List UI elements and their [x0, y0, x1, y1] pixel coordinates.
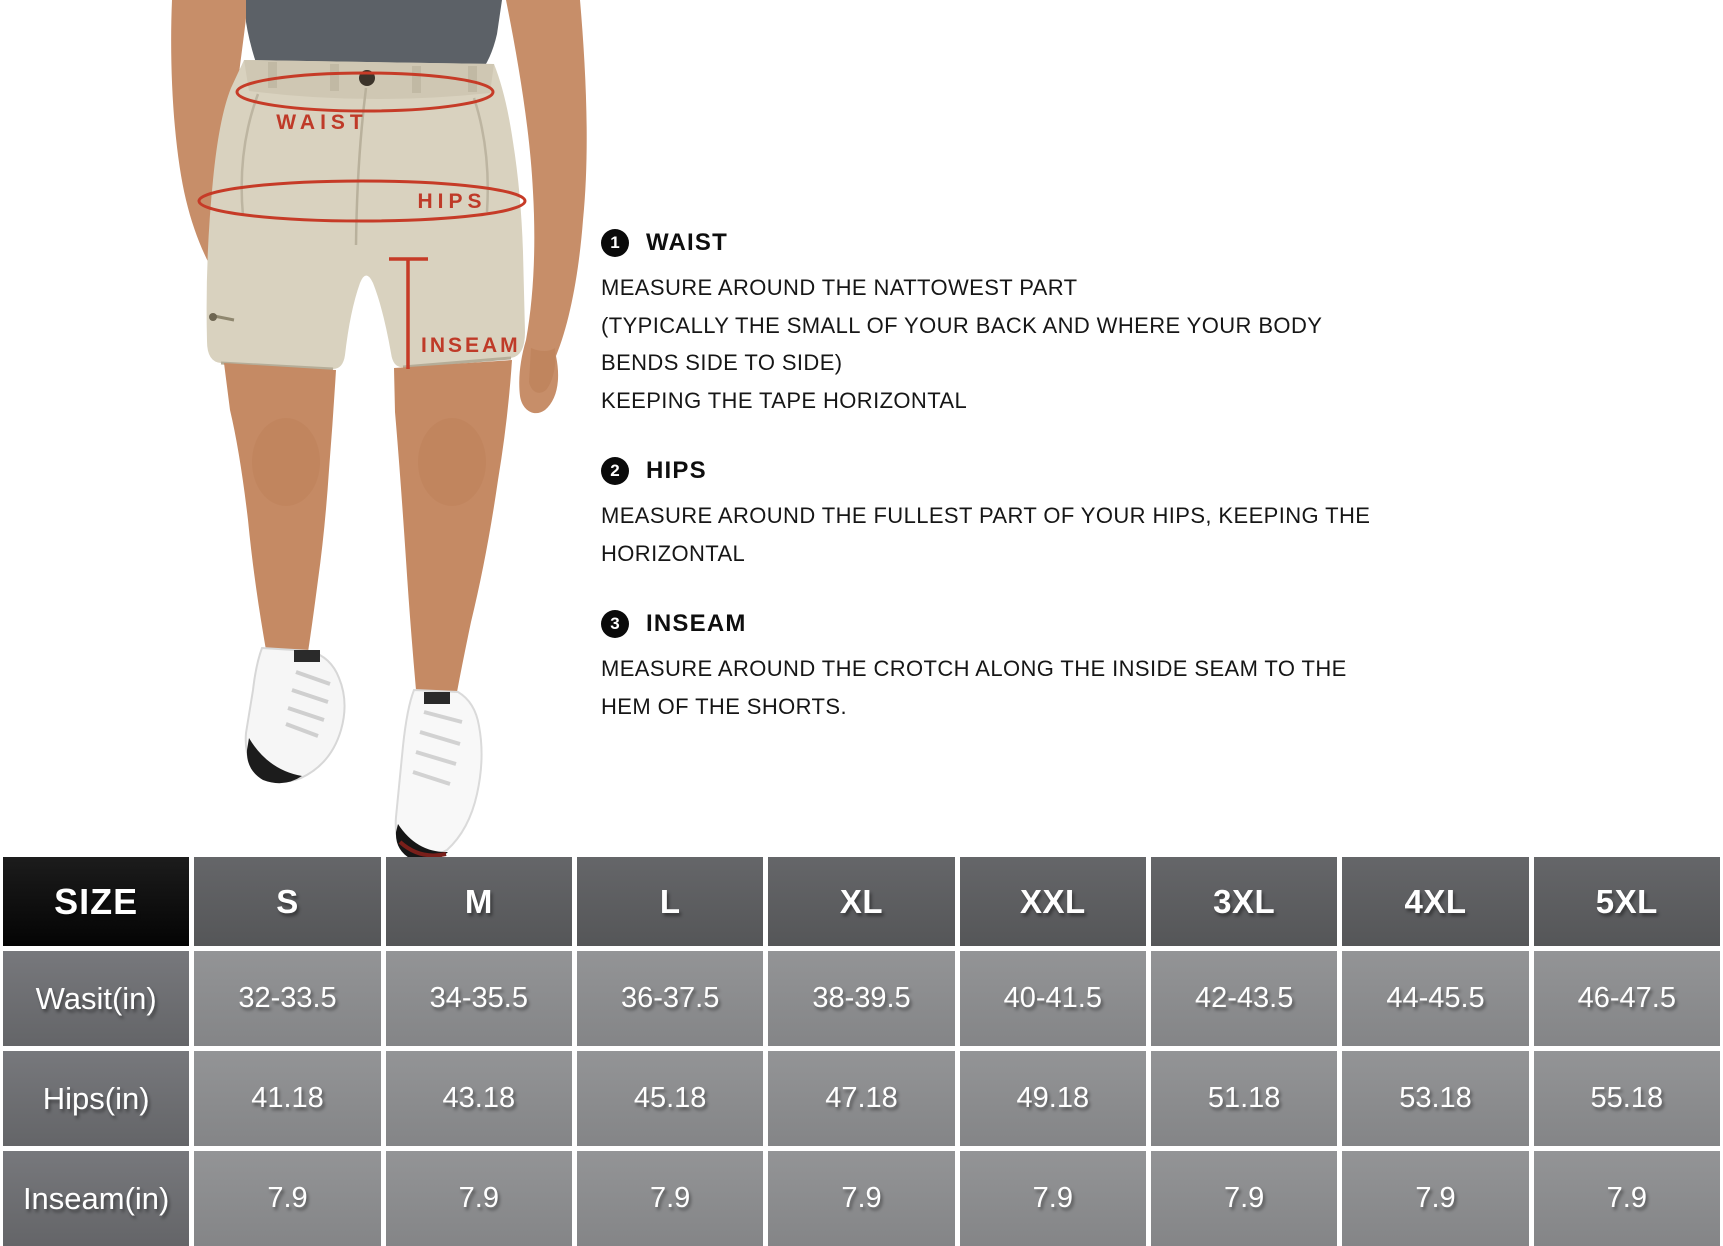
- instruction-line: HORIZONTAL: [601, 540, 746, 566]
- size-value-cell: 49.18: [960, 1051, 1146, 1146]
- size-value-cell: 53.18: [1342, 1051, 1528, 1146]
- size-value-cell: 7.9: [1534, 1151, 1720, 1246]
- instruction-title: WAIST: [646, 229, 728, 256]
- instruction-section-waist: [601, 222, 1391, 419]
- instruction-line: KEEPING THE TAPE HORIZONTAL: [601, 387, 968, 413]
- size-row-label: Wasit(in): [3, 951, 189, 1046]
- belt-loop: [330, 64, 339, 91]
- zip-pull: [209, 313, 217, 321]
- waist-annotation-label: WAIST: [276, 111, 368, 134]
- size-value-cell: 43.18: [386, 1051, 572, 1146]
- belt-loop: [268, 62, 277, 88]
- size-value-cell: 32-33.5: [194, 951, 380, 1046]
- size-value-cell: 42-43.5: [1151, 951, 1337, 1046]
- size-value-cell: 7.9: [577, 1151, 763, 1246]
- size-table: [3, 857, 1720, 1246]
- size-value-cell: 7.9: [960, 1151, 1146, 1246]
- hips-annotation-label: HIPS: [417, 190, 487, 213]
- size-value-cell: 7.9: [194, 1151, 380, 1246]
- right-knee-shade: [418, 418, 486, 506]
- step-number-badge: 3: [601, 610, 629, 638]
- belt-loop: [468, 66, 477, 92]
- left-shoe-tab: [294, 650, 320, 662]
- size-value-cell: 40-41.5: [960, 951, 1146, 1046]
- left-knee-shade: [252, 418, 320, 506]
- size-value-cell: 45.18: [577, 1051, 763, 1146]
- measurement-instructions: [601, 222, 1391, 756]
- size-row-label: Hips(in): [3, 1051, 189, 1146]
- model-photo: [0, 0, 600, 860]
- belt-loop: [412, 66, 421, 93]
- size-value-cell: 34-35.5: [386, 951, 572, 1046]
- size-value-cell: 46-47.5: [1534, 951, 1720, 1046]
- size-column-header: XL: [768, 857, 954, 946]
- size-row-label: Inseam(in): [3, 1151, 189, 1246]
- instruction-line: MEASURE AROUND THE CROTCH ALONG THE INSIDE SEAM TO THE: [601, 656, 1347, 681]
- right-shoe-tab: [424, 692, 450, 704]
- instruction-line: BENDS SIDE TO SIDE): [601, 350, 843, 375]
- size-value-cell: 7.9: [386, 1151, 572, 1246]
- instruction-heading: [601, 222, 1391, 264]
- instruction-heading: [601, 603, 1391, 645]
- instruction-section-inseam: [601, 603, 1391, 725]
- size-value-cell: 51.18: [1151, 1051, 1337, 1146]
- size-column-header: XXL: [960, 857, 1146, 946]
- left-leg: [224, 363, 336, 652]
- size-value-cell: 7.9: [768, 1151, 954, 1246]
- size-value-cell: 41.18: [194, 1051, 380, 1146]
- size-value-cell: 7.9: [1151, 1151, 1337, 1246]
- size-column-header: S: [194, 857, 380, 946]
- model-illustration: [0, 0, 600, 860]
- instruction-title: INSEAM: [646, 610, 747, 637]
- size-table-corner-header: SIZE: [3, 857, 189, 946]
- size-column-header: 5XL: [1534, 857, 1720, 946]
- step-number-badge: 1: [601, 229, 629, 257]
- size-column-header: 3XL: [1151, 857, 1337, 946]
- instruction-line: HEM OF THE SHORTS.: [601, 693, 847, 719]
- size-value-cell: 38-39.5: [768, 951, 954, 1046]
- instruction-line: (TYPICALLY THE SMALL OF YOUR BACK AND WHERE YOUR BODY: [601, 312, 1323, 338]
- size-column-header: M: [386, 857, 572, 946]
- size-value-cell: 55.18: [1534, 1051, 1720, 1146]
- size-value-cell: 7.9: [1342, 1151, 1528, 1246]
- inseam-annotation-label: INSEAM: [421, 334, 521, 357]
- instruction-heading: [601, 450, 1391, 492]
- instruction-title: HIPS: [646, 457, 707, 484]
- instruction-line: MEASURE AROUND THE FULLEST PART OF YOUR HIPS, KEEPING THE: [601, 503, 1371, 528]
- instruction-section-hips: [601, 450, 1391, 572]
- size-value-cell: 47.18: [768, 1051, 954, 1146]
- step-number-badge: 2: [601, 457, 629, 485]
- size-column-header: L: [577, 857, 763, 946]
- size-column-header: 4XL: [1342, 857, 1528, 946]
- size-value-cell: 36-37.5: [577, 951, 763, 1046]
- size-value-cell: 44-45.5: [1342, 951, 1528, 1046]
- right-leg: [394, 360, 512, 692]
- instruction-line: MEASURE AROUND THE NATTOWEST PART: [601, 275, 1078, 300]
